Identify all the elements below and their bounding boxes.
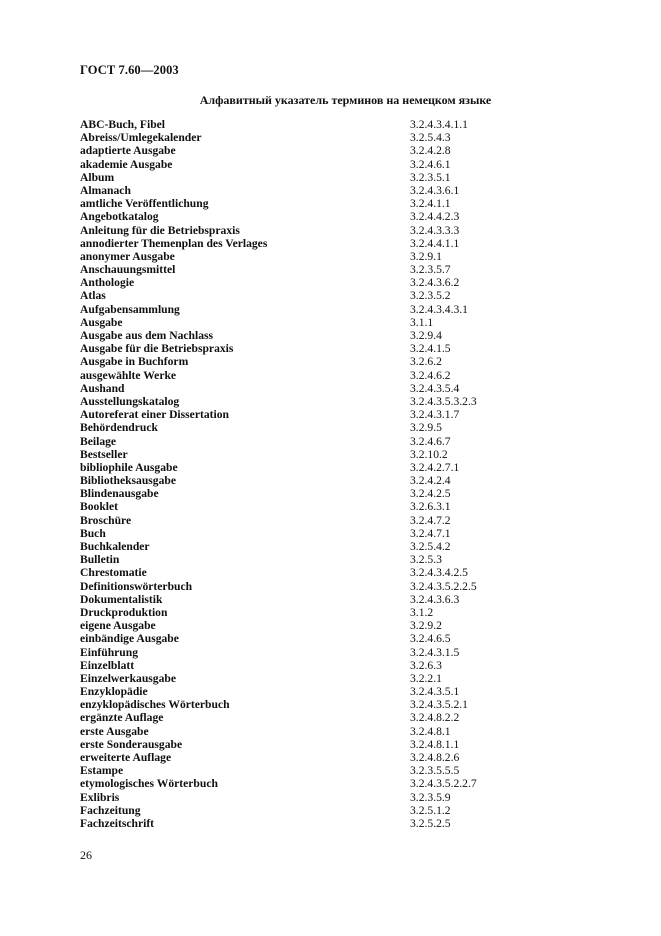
index-term: Ausstellungskatalog xyxy=(80,394,180,408)
index-entry xyxy=(80,184,520,197)
index-term: erste Ausgabe xyxy=(80,724,149,738)
index-entry xyxy=(80,395,520,408)
index-term: Estampe xyxy=(80,764,124,778)
index-code: 3.2.4.3.6.1 xyxy=(410,183,460,197)
index-entry xyxy=(80,461,520,474)
index-term: Broschüre xyxy=(80,513,132,527)
index-code: 3.2.4.7.1 xyxy=(410,526,451,540)
index-term: Behördendruck xyxy=(80,421,158,435)
index-term: amtliche Veröffentlichung xyxy=(80,197,209,211)
index-code: 3.2.2.1 xyxy=(410,671,442,685)
index-term: erweiterte Auflage xyxy=(80,751,172,764)
index-entry xyxy=(80,698,520,711)
index-entry xyxy=(80,210,520,223)
index-code: 3.2.4.6.2 xyxy=(410,368,451,382)
index-entry xyxy=(80,751,520,764)
index-code: 3.2.4.6.5 xyxy=(410,632,451,646)
index-entry xyxy=(80,685,520,698)
index-entry xyxy=(80,646,520,659)
index-entry xyxy=(80,606,520,619)
index-term: Definitionswörterbuch xyxy=(80,579,193,593)
index-entry xyxy=(80,289,520,302)
index-entry xyxy=(80,171,520,184)
index-code: 3.2.4.3.5.3.2.3 xyxy=(410,394,477,408)
index-entry xyxy=(80,303,520,316)
index-code: 3.2.3.5.2 xyxy=(410,289,451,303)
index-code: 3.2.9.2 xyxy=(410,619,442,633)
index-term: Aushand xyxy=(80,381,125,395)
index-code: 3.2.3.5.9 xyxy=(410,790,451,804)
index-term: Chrestomatie xyxy=(80,566,147,580)
index-entry xyxy=(80,474,520,487)
index-code: 3.2.4.8.2.2 xyxy=(410,711,460,725)
term-index-list xyxy=(80,118,520,830)
index-entry xyxy=(80,369,520,382)
index-entry xyxy=(80,593,520,606)
index-entry xyxy=(80,263,520,276)
index-code: 3.2.4.3.3.3 xyxy=(410,223,460,237)
index-code: 3.2.4.3.4.2.5 xyxy=(410,566,468,580)
index-code: 3.2.5.4.2 xyxy=(410,540,451,553)
index-code: 3.2.4.3.5.1 xyxy=(410,685,460,699)
index-entry xyxy=(80,408,520,421)
index-term: Beilage xyxy=(80,434,117,448)
index-code: 3.2.4.6.7 xyxy=(410,434,451,448)
index-term: Abreiss/Umlegekalender xyxy=(80,131,202,145)
index-term: Dokumentalistik xyxy=(80,592,163,606)
index-entry xyxy=(80,527,520,540)
index-entry xyxy=(80,329,520,342)
index-entry xyxy=(80,316,520,329)
index-entry xyxy=(80,514,520,527)
index-term: Einzelwerkausgabe xyxy=(80,671,176,685)
index-term: ergänzte Auflage xyxy=(80,711,164,725)
index-entry xyxy=(80,540,520,553)
index-entry xyxy=(80,777,520,790)
index-term: Buchkalender xyxy=(80,540,150,553)
index-code: 3.2.5.1.2 xyxy=(410,803,451,817)
index-entry xyxy=(80,421,520,434)
index-code: 3.2.4.2.7.1 xyxy=(410,460,460,474)
index-code: 3.2.4.3.1.5 xyxy=(410,645,460,659)
index-code: 3.2.4.3.4.3.1 xyxy=(410,302,468,316)
index-term: ABC-Buch, Fibel xyxy=(80,118,166,131)
index-code: 3.2.4.7.2 xyxy=(410,513,451,527)
index-entry xyxy=(80,500,520,513)
index-entry xyxy=(80,619,520,632)
index-code: 3.2.4.8.2.6 xyxy=(410,751,460,764)
index-term: Angebotkatalog xyxy=(80,210,159,224)
index-entry xyxy=(80,817,520,830)
index-term: Fachzeitschrift xyxy=(80,816,155,830)
index-entry xyxy=(80,197,520,210)
index-code: 3.1.1 xyxy=(410,315,434,329)
index-term: Anthologie xyxy=(80,276,135,290)
index-code: 3.2.4.3.5.2.1 xyxy=(410,698,468,712)
index-entry xyxy=(80,804,520,817)
index-term: Exlibris xyxy=(80,790,120,804)
index-term: akademie Ausgabe xyxy=(80,157,173,171)
index-entry xyxy=(80,158,520,171)
index-entry xyxy=(80,448,520,461)
index-code: 3.2.4.8.1 xyxy=(410,724,451,738)
index-term: Almanach xyxy=(80,183,131,197)
index-term: enzyklopädisches Wörterbuch xyxy=(80,698,230,712)
index-code: 3.2.6.3 xyxy=(410,658,442,672)
index-term: Buch xyxy=(80,526,106,540)
index-code: 3.2.4.2.5 xyxy=(410,487,451,501)
section-title: Алфавитный указатель терминов на немецком языке xyxy=(199,93,492,107)
index-code: 3.2.9.1 xyxy=(410,249,442,263)
index-entry xyxy=(80,580,520,593)
index-code: 3.2.5.2.5 xyxy=(410,816,451,830)
index-code: 3.2.4.3.4.1.1 xyxy=(410,118,468,131)
index-code: 3.2.9.4 xyxy=(410,329,442,342)
index-code: 3.2.4.3.1.7 xyxy=(410,408,460,422)
index-term: Anleitung für die Betriebspraxis xyxy=(80,223,240,237)
index-code: 3.2.3.5.5.5 xyxy=(410,764,460,778)
index-term: ausgewählte Werke xyxy=(80,368,177,382)
index-term: Ausgabe aus dem Nachlass xyxy=(80,329,214,342)
index-term: Booklet xyxy=(80,500,119,514)
index-code: 3.2.4.3.5.4 xyxy=(410,381,460,395)
index-term: Bulletin xyxy=(80,553,120,567)
index-entry xyxy=(80,276,520,289)
index-term: Atlas xyxy=(80,289,106,303)
index-term: adaptierte Ausgabe xyxy=(80,144,176,158)
index-term: Autoreferat einer Dissertation xyxy=(80,408,229,422)
index-entry xyxy=(80,131,520,144)
index-code: 3.2.4.2.4 xyxy=(410,474,451,488)
index-term: Einführung xyxy=(80,645,138,659)
index-code: 3.2.4.1.5 xyxy=(410,342,451,356)
document-header: ГОСТ 7.60—2003 xyxy=(80,63,179,77)
index-code: 3.2.4.8.1.1 xyxy=(410,737,460,751)
index-entry xyxy=(80,738,520,751)
index-term: Ausgabe in Buchform xyxy=(80,355,189,369)
index-term: Aufgabensammlung xyxy=(80,302,180,316)
index-code: 3.2.4.4.1.1 xyxy=(410,236,460,250)
index-code: 3.2.4.4.2.3 xyxy=(410,210,460,224)
index-code: 3.2.4.2.8 xyxy=(410,144,451,158)
index-term: annodierter Themenplan des Verlages xyxy=(80,236,268,250)
index-term: etymologisches Wörterbuch xyxy=(80,777,218,791)
index-code: 3.2.4.3.5.2.2.5 xyxy=(410,579,477,593)
index-entry xyxy=(80,342,520,355)
index-term: Blindenausgabe xyxy=(80,487,159,501)
index-code: 3.2.6.3.1 xyxy=(410,500,451,514)
index-entry xyxy=(80,672,520,685)
index-entry xyxy=(80,435,520,448)
index-code: 3.2.4.6.1 xyxy=(410,157,451,171)
index-term: einbändige Ausgabe xyxy=(80,632,179,646)
index-term: bibliophile Ausgabe xyxy=(80,460,178,474)
index-term: Bestseller xyxy=(80,447,128,461)
index-term: Bibliotheksausgabe xyxy=(80,474,176,488)
index-code: 3.2.10.2 xyxy=(410,447,448,461)
index-entry xyxy=(80,144,520,157)
index-entry xyxy=(80,487,520,500)
index-term: Ausgabe xyxy=(80,315,123,329)
index-code: 3.1.2 xyxy=(410,605,434,619)
index-term: Album xyxy=(80,170,115,184)
index-term: Einzelblatt xyxy=(80,658,135,672)
index-entry xyxy=(80,711,520,724)
index-code: 3.2.5.3 xyxy=(410,553,442,567)
index-entry xyxy=(80,355,520,368)
index-code: 3.2.3.5.7 xyxy=(410,263,451,277)
index-code: 3.2.4.1.1 xyxy=(410,197,451,211)
index-term: erste Sonderausgabe xyxy=(80,737,183,751)
page-number: 26 xyxy=(80,848,92,862)
index-entry xyxy=(80,659,520,672)
index-entry xyxy=(80,237,520,250)
index-term: Ausgabe für die Betriebspraxis xyxy=(80,342,234,356)
index-entry xyxy=(80,725,520,738)
index-entry xyxy=(80,791,520,804)
index-code: 3.2.3.5.1 xyxy=(410,170,451,184)
index-term: Druckproduktion xyxy=(80,605,168,619)
index-entry xyxy=(80,553,520,566)
index-term: Fachzeitung xyxy=(80,803,141,817)
index-code: 3.2.6.2 xyxy=(410,355,442,369)
index-term: Anschauungsmittel xyxy=(80,263,176,277)
index-entry xyxy=(80,764,520,777)
index-code: 3.2.4.3.6.2 xyxy=(410,276,460,290)
index-code: 3.2.5.4.3 xyxy=(410,131,451,145)
index-entry xyxy=(80,382,520,395)
index-entry xyxy=(80,250,520,263)
index-entry xyxy=(80,566,520,579)
index-code: 3.2.9.5 xyxy=(410,421,442,435)
index-term: Enzyklopädie xyxy=(80,685,148,699)
index-entry xyxy=(80,224,520,237)
index-term: anonymer Ausgabe xyxy=(80,249,175,263)
index-entry xyxy=(80,632,520,645)
index-term: eigene Ausgabe xyxy=(80,619,156,633)
index-code: 3.2.4.3.5.2.2.7 xyxy=(410,777,477,791)
index-entry xyxy=(80,118,520,131)
index-code: 3.2.4.3.6.3 xyxy=(410,592,460,606)
